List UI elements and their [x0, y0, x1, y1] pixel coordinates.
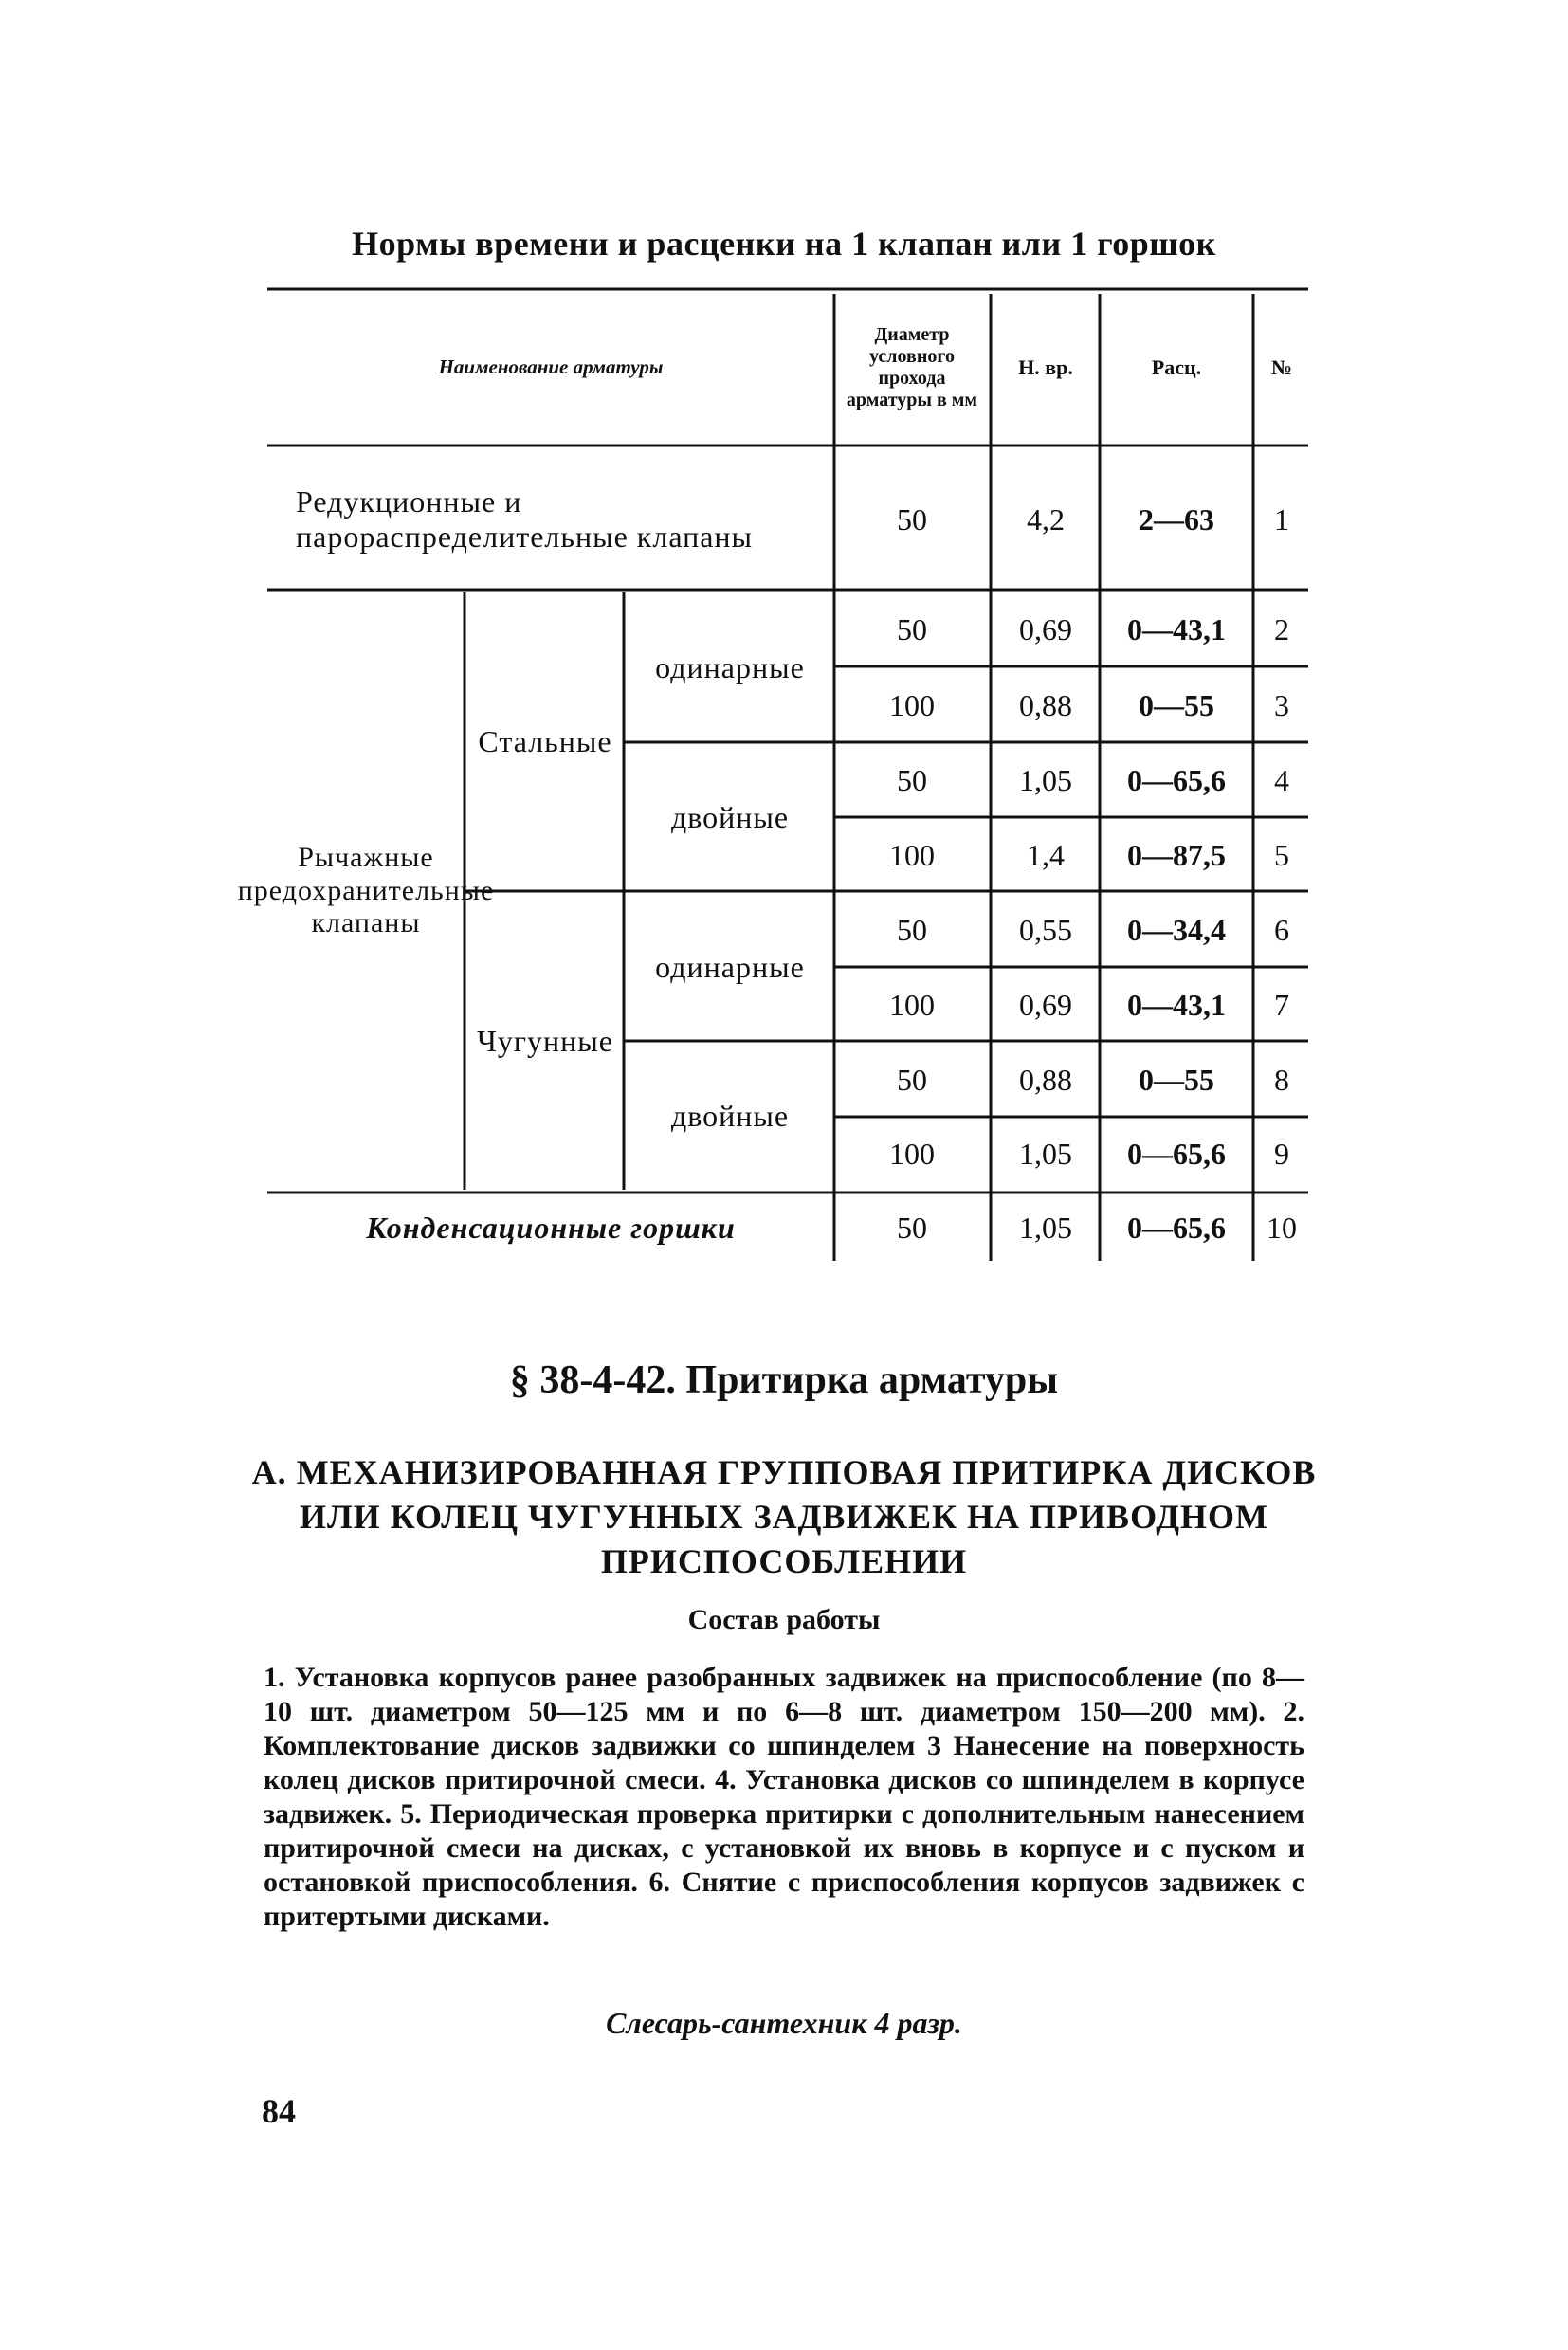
cell-rate: 0—43,1 — [1127, 611, 1226, 647]
cell-norm: 1,05 — [1019, 1137, 1072, 1172]
header-num: № — [1270, 355, 1293, 379]
cell-rate: 0—65,6 — [1127, 1210, 1226, 1245]
cell-norm: 4,2 — [1027, 501, 1065, 537]
cell-diameter: 50 — [897, 1062, 927, 1097]
cell-number: 5 — [1274, 837, 1289, 872]
cell-norm: 1,05 — [1019, 763, 1072, 798]
cell-number: 10 — [1267, 1210, 1297, 1245]
castiron-single-label: одинарные — [655, 949, 805, 984]
cell-norm: 0,55 — [1019, 912, 1072, 947]
section-subtitle: А. МЕХАНИЗИРОВАННАЯ ГРУППОВАЯ ПРИТИРКА ДИСКОВ ИЛИ КОЛЕЦ ЧУГУННЫХ ЗАДВИЖЕК НА ПРИВОДНОМ ПРИСПОСОБЛЕНИИ — [251, 1453, 1317, 1580]
cell-norm: 1,05 — [1019, 1210, 1072, 1245]
cell-norm: 0,88 — [1019, 1062, 1072, 1097]
cell-rate: 0—34,4 — [1127, 912, 1226, 947]
steel-double-label: двойные — [670, 800, 790, 835]
castiron-double-label: двойные — [670, 1099, 790, 1134]
composition-heading: Состав работы — [687, 1604, 881, 1635]
cell-number: 3 — [1274, 687, 1289, 722]
cell-diameter: 100 — [889, 1137, 935, 1172]
cell-norm: 0,88 — [1019, 687, 1072, 722]
cell-diameter: 50 — [897, 611, 927, 647]
cell-number: 7 — [1274, 987, 1289, 1022]
page-number: 84 — [262, 2092, 296, 2130]
header-norm: Н. вр. — [1018, 355, 1073, 379]
cell-rate: 0—55 — [1139, 1062, 1214, 1097]
cell-norm: 0,69 — [1019, 987, 1072, 1022]
cell-number: 4 — [1274, 763, 1289, 798]
cell-norm: 0,69 — [1019, 611, 1072, 647]
condensate-label: Конденсационные горшки — [366, 1210, 736, 1245]
cell-rate: 0—65,6 — [1127, 1137, 1226, 1172]
cell-rate: 0—43,1 — [1127, 987, 1226, 1022]
cell-diameter: 100 — [889, 837, 935, 872]
cell-number: 8 — [1274, 1062, 1289, 1097]
cell-rate: 2—63 — [1139, 501, 1214, 537]
row-reduction-label: Редукционные и парораспределительные клапаны — [296, 484, 754, 554]
cell-rate: 0—55 — [1139, 687, 1214, 722]
cell-diameter: 100 — [889, 687, 935, 722]
header-name: Наименование арматуры — [438, 355, 664, 379]
header-rate: Расц. — [1151, 355, 1202, 379]
cell-diameter: 50 — [897, 763, 927, 798]
composition-text: 1. Установка корпусов ранее разобранных задвижек на приспособление (по 8—10 шт. диаметром 50—125 мм и по 6—8 шт. диаметром 150—200 мм). 2. Комплектование дисков задвижки со шпинделем 3 Нанесение на поверхность колец дисков притирочной смеси. 4. Установка дисков со шпинделем в корпусе задвижек. 5. Периодическая проверка притирки с дополнительным нанесением притирочной смеси на дисках, с установкой их вновь в корпусе и с пуском и остановкой приспособления. 6. Снятие с приспособления корпусов задвижек с притертыми дисками. — [264, 1662, 1304, 1932]
cell-diameter: 50 — [897, 501, 927, 537]
castiron-label: Чугунные — [477, 1024, 613, 1059]
steel-single-label: одинарные — [655, 649, 805, 684]
cell-norm: 1,4 — [1027, 837, 1065, 872]
cell-number: 1 — [1274, 501, 1289, 537]
cell-number: 9 — [1274, 1137, 1289, 1172]
cell-number: 2 — [1274, 611, 1289, 647]
header-diameter: Диаметр условного прохода арматуры в мм — [846, 323, 978, 410]
cell-rate: 0—65,6 — [1127, 763, 1226, 798]
worker-grade: Слесарь-сантехник 4 разр. — [606, 2006, 962, 2040]
cell-diameter: 50 — [897, 1210, 927, 1245]
cell-rate: 0—87,5 — [1127, 837, 1226, 872]
table-title: Нормы времени и расценки на 1 клапан или 1 горшок — [352, 225, 1216, 263]
cell-diameter: 50 — [897, 912, 927, 947]
section-title: § 38-4-42. Притирка арматуры — [509, 1358, 1059, 1402]
cell-diameter: 100 — [889, 987, 935, 1022]
steel-label: Стальные — [478, 724, 612, 759]
cell-number: 6 — [1274, 912, 1289, 947]
lever-valves-label: Рычажные предохранительные клапаны — [237, 842, 495, 939]
